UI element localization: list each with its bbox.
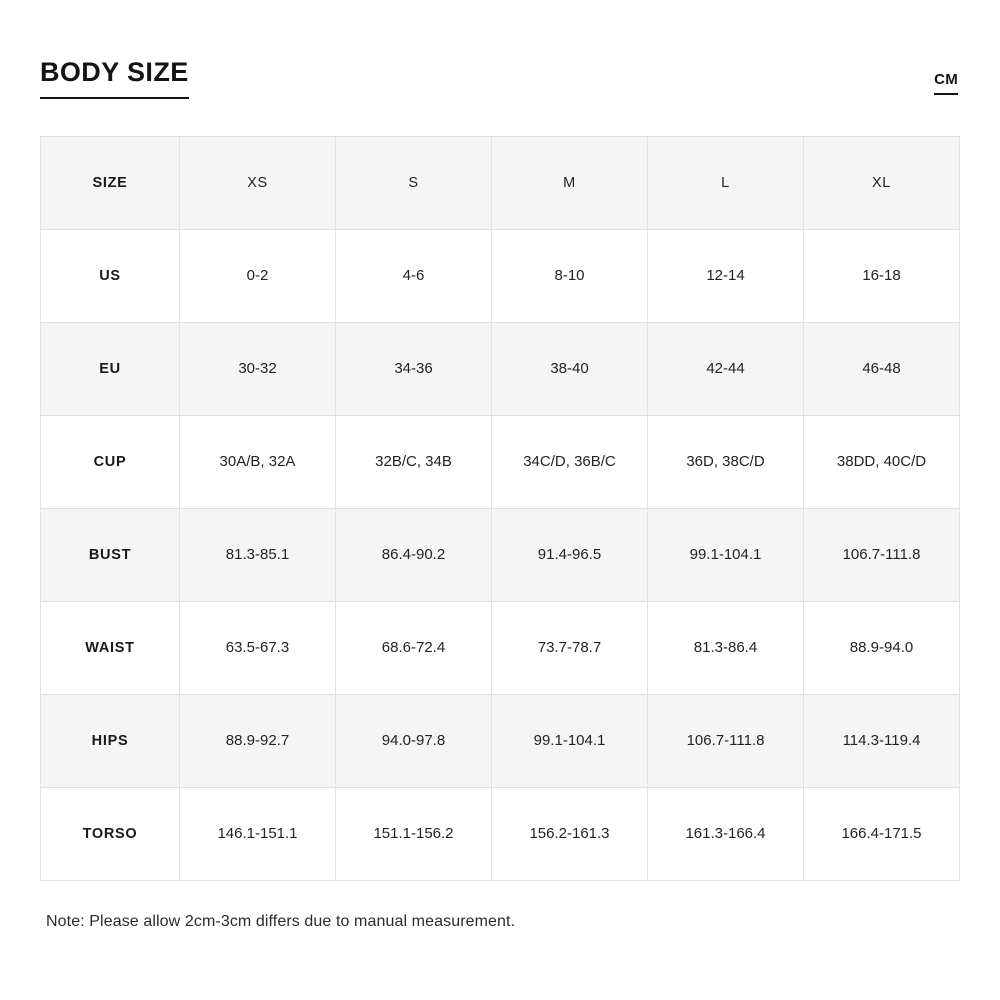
cell-torso-s: 151.1-156.2	[336, 787, 492, 880]
cell-us-xl: 16-18	[804, 229, 960, 322]
cell-eu-xl: 46-48	[804, 322, 960, 415]
column-header-xl: XL	[804, 136, 960, 229]
table-row	[41, 508, 960, 601]
page-title: BODY SIZE	[40, 58, 189, 99]
row-header-hips: HIPS	[41, 694, 180, 787]
cell-cup-m: 34C/D, 36B/C	[492, 415, 648, 508]
cell-eu-m: 38-40	[492, 322, 648, 415]
column-header-xs: XS	[180, 136, 336, 229]
cell-hips-m: 99.1-104.1	[492, 694, 648, 787]
cell-torso-xl: 166.4-171.5	[804, 787, 960, 880]
cell-eu-xs: 30-32	[180, 322, 336, 415]
row-header-torso: TORSO	[41, 787, 180, 880]
cell-us-m: 8-10	[492, 229, 648, 322]
table-row	[41, 601, 960, 694]
table-row	[41, 229, 960, 322]
cell-bust-l: 99.1-104.1	[648, 508, 804, 601]
table-row	[41, 694, 960, 787]
column-header-l: L	[648, 136, 804, 229]
cell-waist-xs: 63.5-67.3	[180, 601, 336, 694]
cell-cup-xs: 30A/B, 32A	[180, 415, 336, 508]
size-table-container	[40, 136, 960, 881]
cell-cup-s: 32B/C, 34B	[336, 415, 492, 508]
cell-waist-s: 68.6-72.4	[336, 601, 492, 694]
size-table	[40, 136, 960, 881]
table-row	[41, 322, 960, 415]
cell-hips-xl: 114.3-119.4	[804, 694, 960, 787]
row-header-waist: WAIST	[41, 601, 180, 694]
cell-us-xs: 0-2	[180, 229, 336, 322]
cell-us-l: 12-14	[648, 229, 804, 322]
header	[40, 58, 960, 99]
cell-us-s: 4-6	[336, 229, 492, 322]
cell-hips-s: 94.0-97.8	[336, 694, 492, 787]
cell-torso-xs: 146.1-151.1	[180, 787, 336, 880]
row-header-bust: BUST	[41, 508, 180, 601]
column-header-s: S	[336, 136, 492, 229]
measurement-note: Note: Please allow 2cm-3cm differs due to manual measurement.	[46, 912, 516, 930]
cell-bust-s: 86.4-90.2	[336, 508, 492, 601]
cell-waist-l: 81.3-86.4	[648, 601, 804, 694]
unit-label: CM	[934, 72, 958, 95]
table-row	[41, 787, 960, 880]
cell-hips-xs: 88.9-92.7	[180, 694, 336, 787]
row-header-eu: EU	[41, 322, 180, 415]
cell-waist-xl: 88.9-94.0	[804, 601, 960, 694]
cell-eu-l: 42-44	[648, 322, 804, 415]
cell-hips-l: 106.7-111.8	[648, 694, 804, 787]
table-row	[41, 415, 960, 508]
cell-torso-l: 161.3-166.4	[648, 787, 804, 880]
cell-cup-l: 36D, 38C/D	[648, 415, 804, 508]
table-row	[41, 136, 960, 229]
cell-bust-xl: 106.7-111.8	[804, 508, 960, 601]
row-header-cup: CUP	[41, 415, 180, 508]
row-header-size: SIZE	[41, 136, 180, 229]
row-header-us: US	[41, 229, 180, 322]
column-header-m: M	[492, 136, 648, 229]
cell-bust-m: 91.4-96.5	[492, 508, 648, 601]
cell-cup-xl: 38DD, 40C/D	[804, 415, 960, 508]
cell-waist-m: 73.7-78.7	[492, 601, 648, 694]
cell-bust-xs: 81.3-85.1	[180, 508, 336, 601]
cell-eu-s: 34-36	[336, 322, 492, 415]
cell-torso-m: 156.2-161.3	[492, 787, 648, 880]
